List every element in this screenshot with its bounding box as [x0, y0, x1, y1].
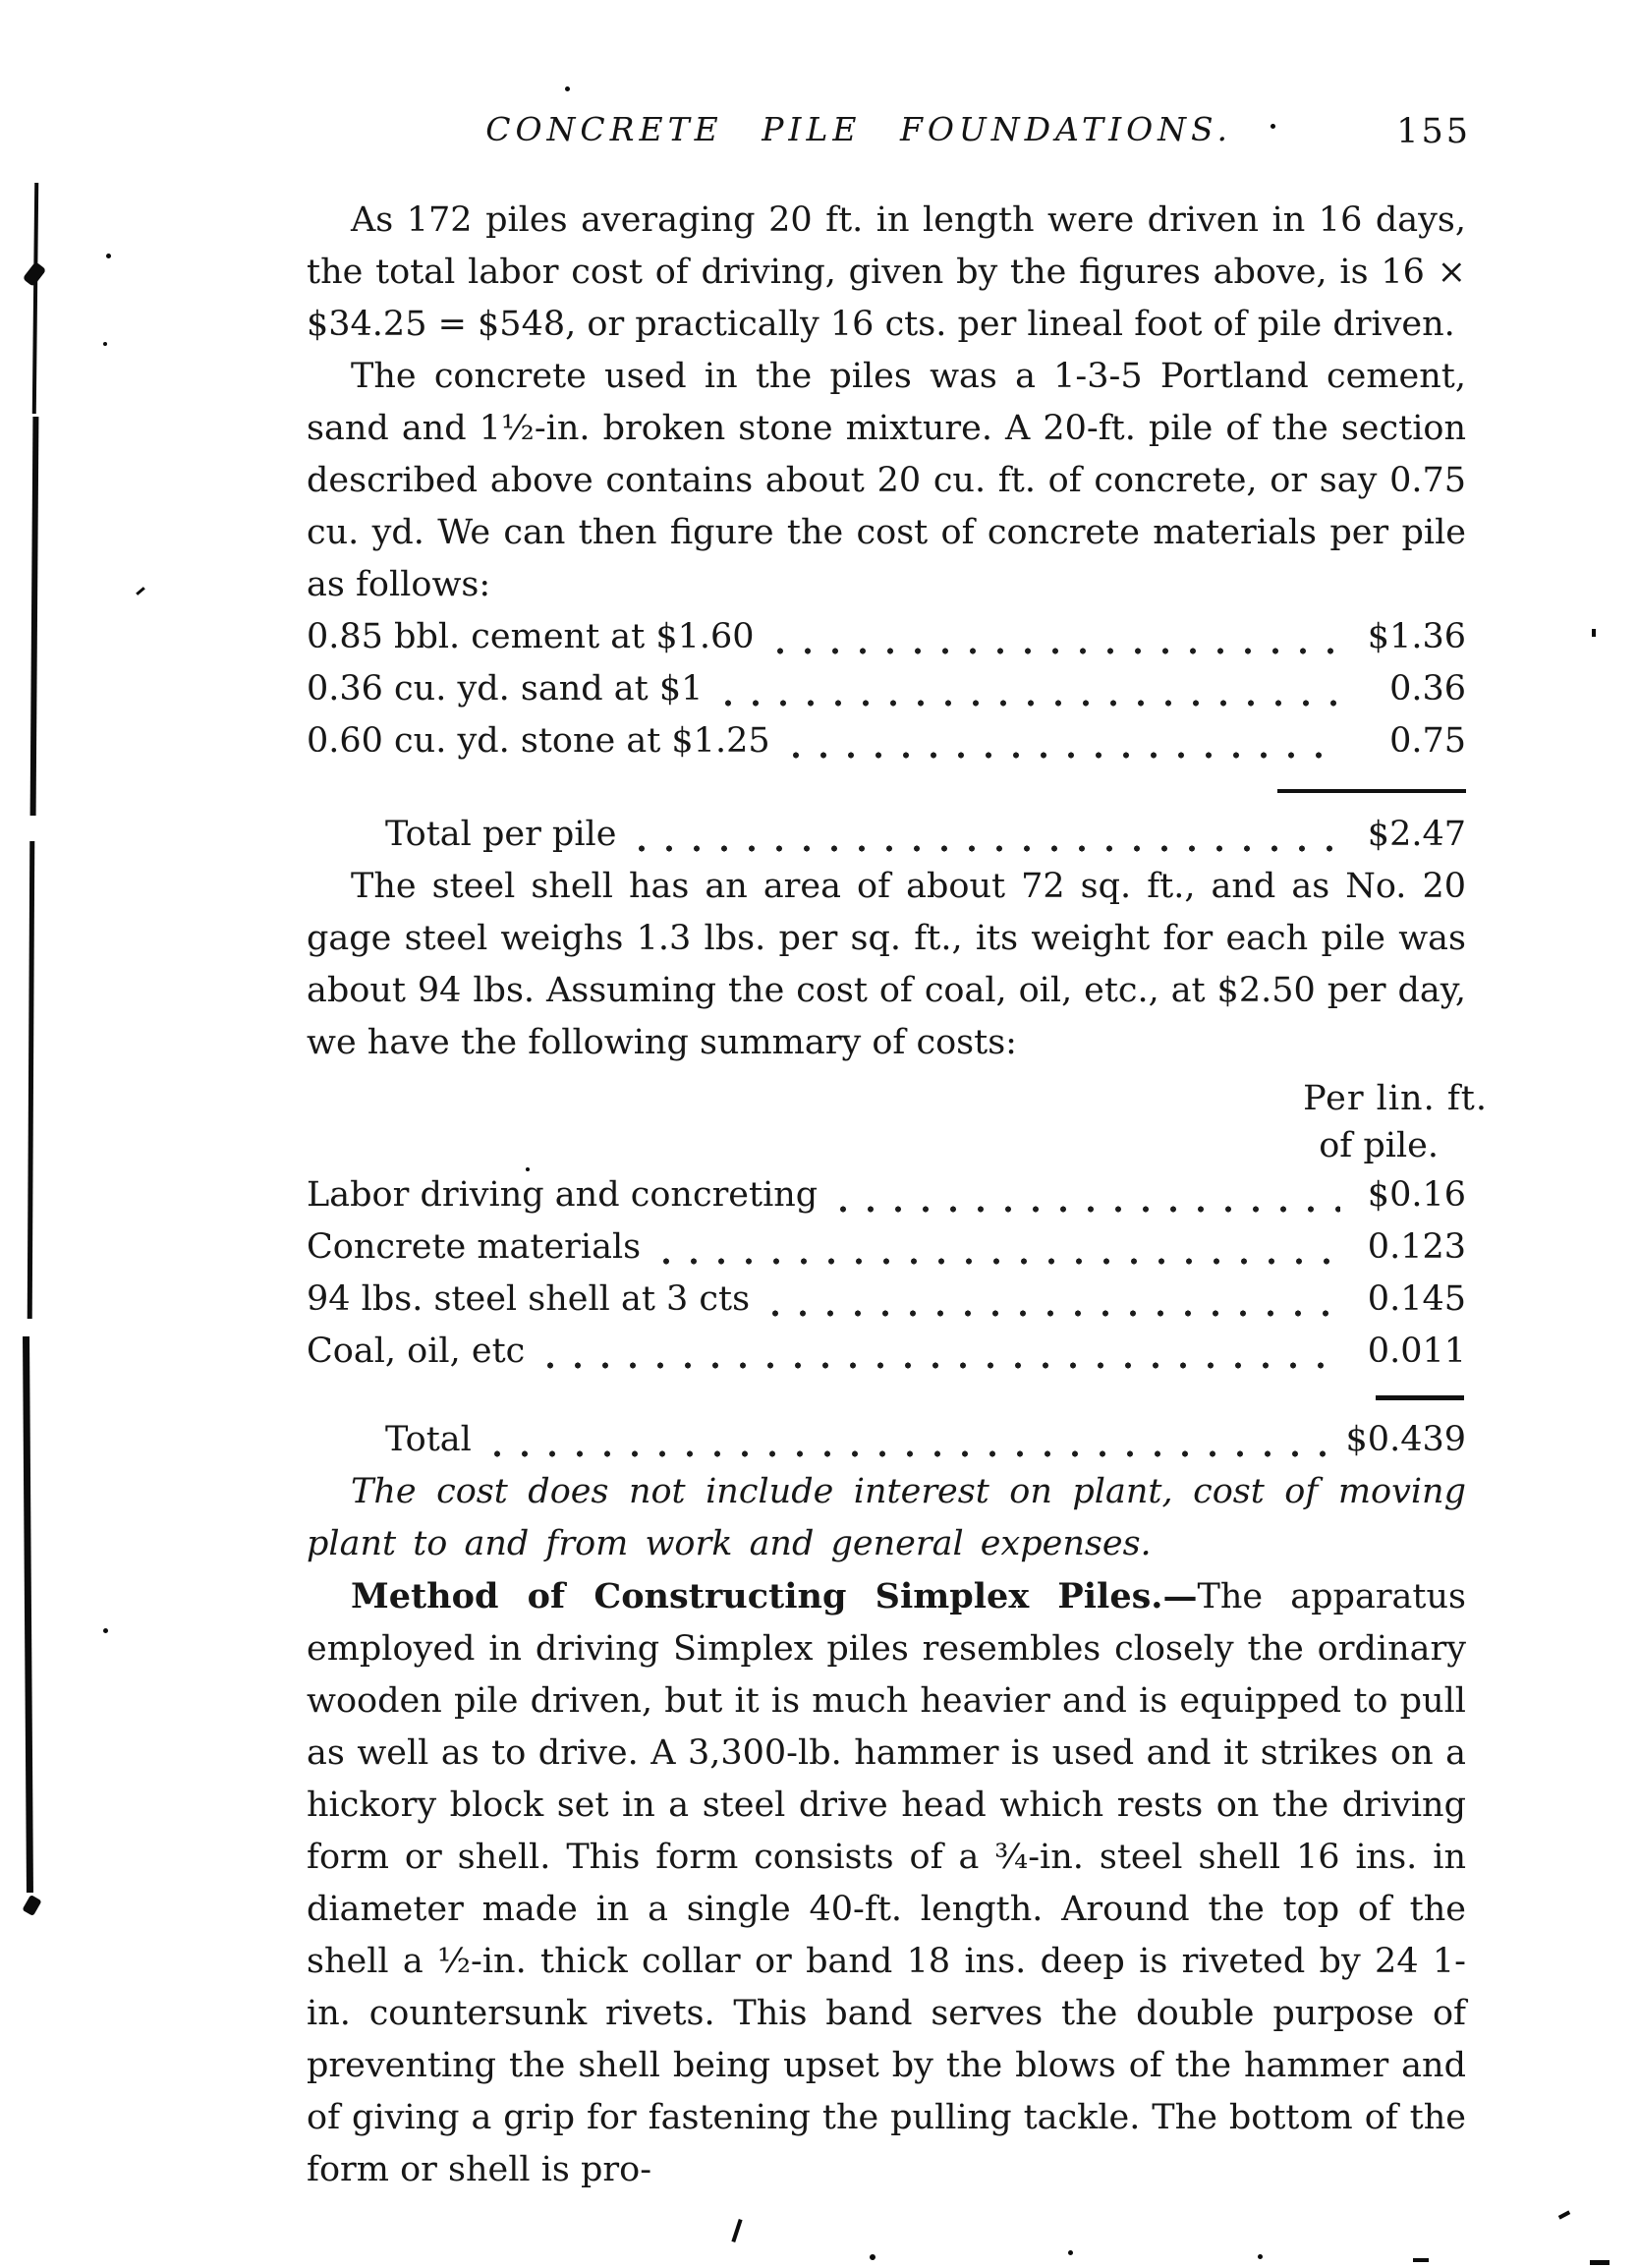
cost-row-label: 94 lbs. steel shell at 3 cts	[307, 1279, 751, 1319]
scan-artifact	[30, 417, 39, 816]
dotted-leader	[652, 1258, 1340, 1265]
cost-row-label: 0.36 cu. yd. sand at $1	[307, 669, 704, 709]
cost-row-label: 0.85 bbl. cement at $1.60	[307, 617, 755, 656]
total-amount: $2.47	[1367, 815, 1466, 854]
paragraph-steel-shell: The steel shell has an area of about 72 sq. ft., and as No. 20 gage steel weighs 1.3 lbs. per sq. ft., its weight for each pile was about 94 lbs. Assuming the cost of coal, oil, etc., at $2.50 per day, we have the following summary of costs:	[307, 867, 1466, 1062]
total-amount: $0.439	[1345, 1420, 1466, 1459]
scan-artifact	[731, 2219, 742, 2242]
page-number: 155	[1396, 112, 1471, 151]
ink-speck	[565, 86, 570, 91]
total-label: Total per pile	[385, 815, 617, 854]
dotted-leader	[628, 845, 1340, 852]
cost-row-amount: 0.75	[1389, 721, 1466, 761]
sum-rule	[1376, 1395, 1464, 1400]
column-header-line2: of pile.	[1319, 1126, 1439, 1165]
paragraph-method	[307, 1570, 1466, 2196]
sum-rule	[1277, 789, 1466, 793]
section-heading: Method of Constructing Simplex Piles.—	[351, 1576, 1198, 1616]
table-total-row	[307, 809, 1466, 861]
table-total-row	[307, 1414, 1466, 1466]
dotted-leader	[483, 1450, 1336, 1457]
cost-row-amount: 0.36	[1389, 669, 1466, 709]
paragraph-concrete-mix: The concrete used in the piles was a 1-3-5 Portland cement, sand and 1½-in. broken stone mixture. A 20-ft. pile of the section described above contains about 20 cu. ft. of concrete, or say 0.75 cu. yd. We can then figure the cost of concrete materials per pile as follows:	[307, 357, 1466, 604]
cost-row-label: Concrete materials	[307, 1227, 642, 1267]
table-row	[307, 611, 1466, 663]
scan-artifact	[1413, 2258, 1429, 2262]
method-paragraph-text: The apparatus employed in driving Simplex piles resembles closely the ordinary wooden pile driven, but it is much heavier and is equipped to pull as well as to drive. A 3,300-lb. hammer is used and it strikes on a hickory block set in a steel drive head which rests on the driving form or shell. This form consists of a ¾-in. steel shell 16 ins. in diameter made in a single 40-ft. length. Around the top of the shell a ½-in. thick collar or band 18 ins. deep is riveted by 24 1-in. countersunk rivets. This band serves the double purpose of preventing the shell being upset by the blows of the hammer and of giving a grip for fastening the pulling tackle. The bottom of the form or shell is pro-	[307, 1577, 1466, 2189]
scan-artifact	[32, 183, 38, 414]
ink-speck	[870, 2254, 875, 2260]
table-row	[307, 663, 1466, 715]
table-row	[307, 715, 1466, 767]
running-title: CONCRETE PILE FOUNDATIONS.	[485, 110, 1232, 148]
cost-row-amount: $0.16	[1367, 1175, 1466, 1215]
cost-row-amount: 0.145	[1367, 1279, 1466, 1319]
dotted-leader	[782, 752, 1340, 759]
scan-artifact	[22, 1895, 41, 1916]
column-header-line1: Per lin. ft.	[1303, 1079, 1488, 1118]
ink-speck	[1258, 2254, 1263, 2259]
scan-artifact	[1590, 2260, 1610, 2265]
ink-speck	[1592, 629, 1596, 637]
ink-speck	[1068, 2250, 1073, 2255]
paragraph-labor-cost: As 172 piles averaging 20 ft. in length were driven in 16 days, the total labor cost of driving, given by the figures above, is 16 × $34.25 = $548, or practically 16 cts. per lineal foot of pile driven.	[307, 200, 1466, 344]
table-row	[307, 1169, 1466, 1221]
table-row	[307, 1326, 1466, 1378]
cost-row-amount: $1.36	[1367, 617, 1466, 656]
scan-artifact	[23, 1336, 33, 1893]
cost-row-label: Labor driving and concreting	[307, 1175, 819, 1215]
cost-row-amount: 0.011	[1367, 1332, 1466, 1371]
cost-table-summary	[307, 1169, 1466, 1466]
cost-table-materials	[307, 611, 1466, 861]
scan-artifact	[1558, 2210, 1570, 2219]
table-row	[307, 1274, 1466, 1326]
per-lin-ft-header	[307, 1075, 1488, 1169]
page-body	[307, 195, 1488, 2196]
dotted-leader	[766, 648, 1340, 654]
ink-speck	[103, 1628, 108, 1633]
cost-row-amount: 0.123	[1367, 1227, 1466, 1267]
cost-row-label: Coal, oil, etc	[307, 1332, 526, 1371]
scan-artifact	[28, 841, 35, 1319]
ink-speck	[103, 342, 107, 346]
total-label: Total	[385, 1420, 472, 1459]
scan-artifact	[23, 261, 47, 287]
cost-disclaimer-note: The cost does not include interest on plant, cost of moving plant to and from work and general expenses.	[307, 1472, 1466, 1563]
dotted-leader	[762, 1310, 1340, 1317]
ink-speck	[106, 254, 111, 258]
page-header	[307, 110, 1471, 159]
dotted-leader	[829, 1206, 1340, 1213]
cost-row-label: 0.60 cu. yd. stone at $1.25	[307, 721, 770, 761]
dotted-leader	[537, 1362, 1340, 1369]
ink-speck	[136, 587, 145, 595]
dotted-leader	[714, 700, 1340, 707]
table-row	[307, 1221, 1466, 1274]
